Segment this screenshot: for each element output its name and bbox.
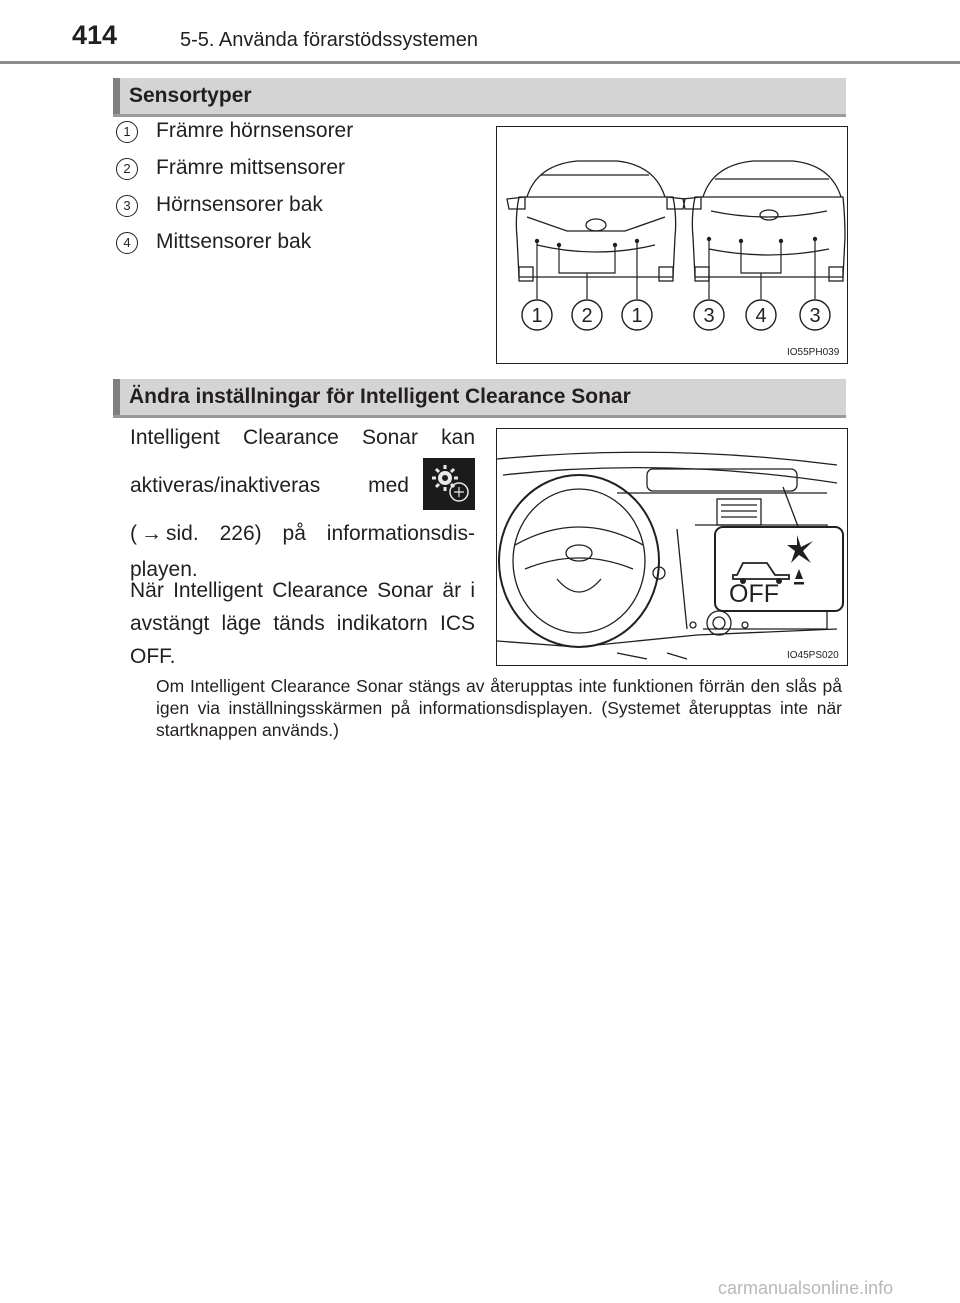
- note-paragraph: Om Intelligent Clearance Sonar stängs av återupptas inte funktionen förrän den slås på igen via inställningsskärmen på informationsdisplayen. (Systemet återupptas inte när startknappen används.): [156, 676, 842, 740]
- item-label: Hörnsensorer bak: [156, 193, 323, 216]
- list-item: [112, 116, 492, 153]
- text-line-with-arrow: [130, 516, 475, 552]
- callout-label: 1: [531, 305, 543, 327]
- section-title: Sensortyper: [129, 84, 252, 107]
- car-illustration: [497, 127, 847, 363]
- watermark: carmanualsonline.info: [718, 1278, 894, 1298]
- item-label: Främre hörnsensorer: [156, 119, 354, 142]
- list-item: [112, 227, 492, 264]
- callout-label: 4: [755, 305, 767, 327]
- page-number: 414: [72, 20, 118, 50]
- item-number: 1: [116, 121, 138, 143]
- section-accent: [113, 78, 120, 114]
- text-line: Intelligent Clearance Sonar kan: [130, 426, 475, 449]
- dashboard-illustration: [497, 429, 847, 665]
- callout-label: 2: [581, 305, 593, 327]
- section-heading-change-settings: [113, 379, 846, 418]
- figure-code: IO55PH039: [787, 347, 840, 358]
- list-item: [112, 190, 492, 227]
- item-number: 4: [116, 232, 138, 254]
- callout-label: 1: [631, 305, 643, 327]
- sensor-location-figure: [496, 126, 848, 364]
- item-label: Främre mittsensorer: [156, 156, 346, 179]
- ics-off-indicator: OFF: [729, 580, 779, 608]
- settings-gear-icon: [423, 458, 475, 510]
- sensor-list: [112, 116, 492, 264]
- item-number: 3: [116, 195, 138, 217]
- list-item: [112, 153, 492, 190]
- section-title: Ändra inställningar för Intelligent Clearance Sonar: [129, 385, 631, 408]
- figure-code: IO45PS020: [787, 650, 839, 661]
- text-line: sid. 226) på informationsdis-: [166, 522, 475, 545]
- callout-label: 3: [809, 305, 821, 327]
- paragraph-ics-off: När Intelligent Clearance Sonar är i avstängt läge tänds indikatorn ICS OFF.: [130, 579, 475, 668]
- text-line: aktiveras/inaktiveras med: [130, 474, 409, 497]
- callout-label: 3: [703, 305, 715, 327]
- dashboard-figure: [496, 428, 848, 666]
- section-heading-sensor-types: [113, 78, 846, 117]
- item-number: 2: [116, 158, 138, 180]
- paragraph-activation: [130, 420, 475, 588]
- header-rule: [0, 61, 960, 64]
- chapter-title: 5-5. Använda förarstödssystemen: [180, 29, 478, 51]
- open-paren: (: [130, 522, 137, 545]
- text-line-with-icon: [130, 456, 475, 516]
- arrow-icon: →: [141, 522, 162, 545]
- text-line: playen.: [130, 558, 198, 581]
- item-label: Mittsensorer bak: [156, 230, 312, 253]
- section-accent: [113, 379, 120, 415]
